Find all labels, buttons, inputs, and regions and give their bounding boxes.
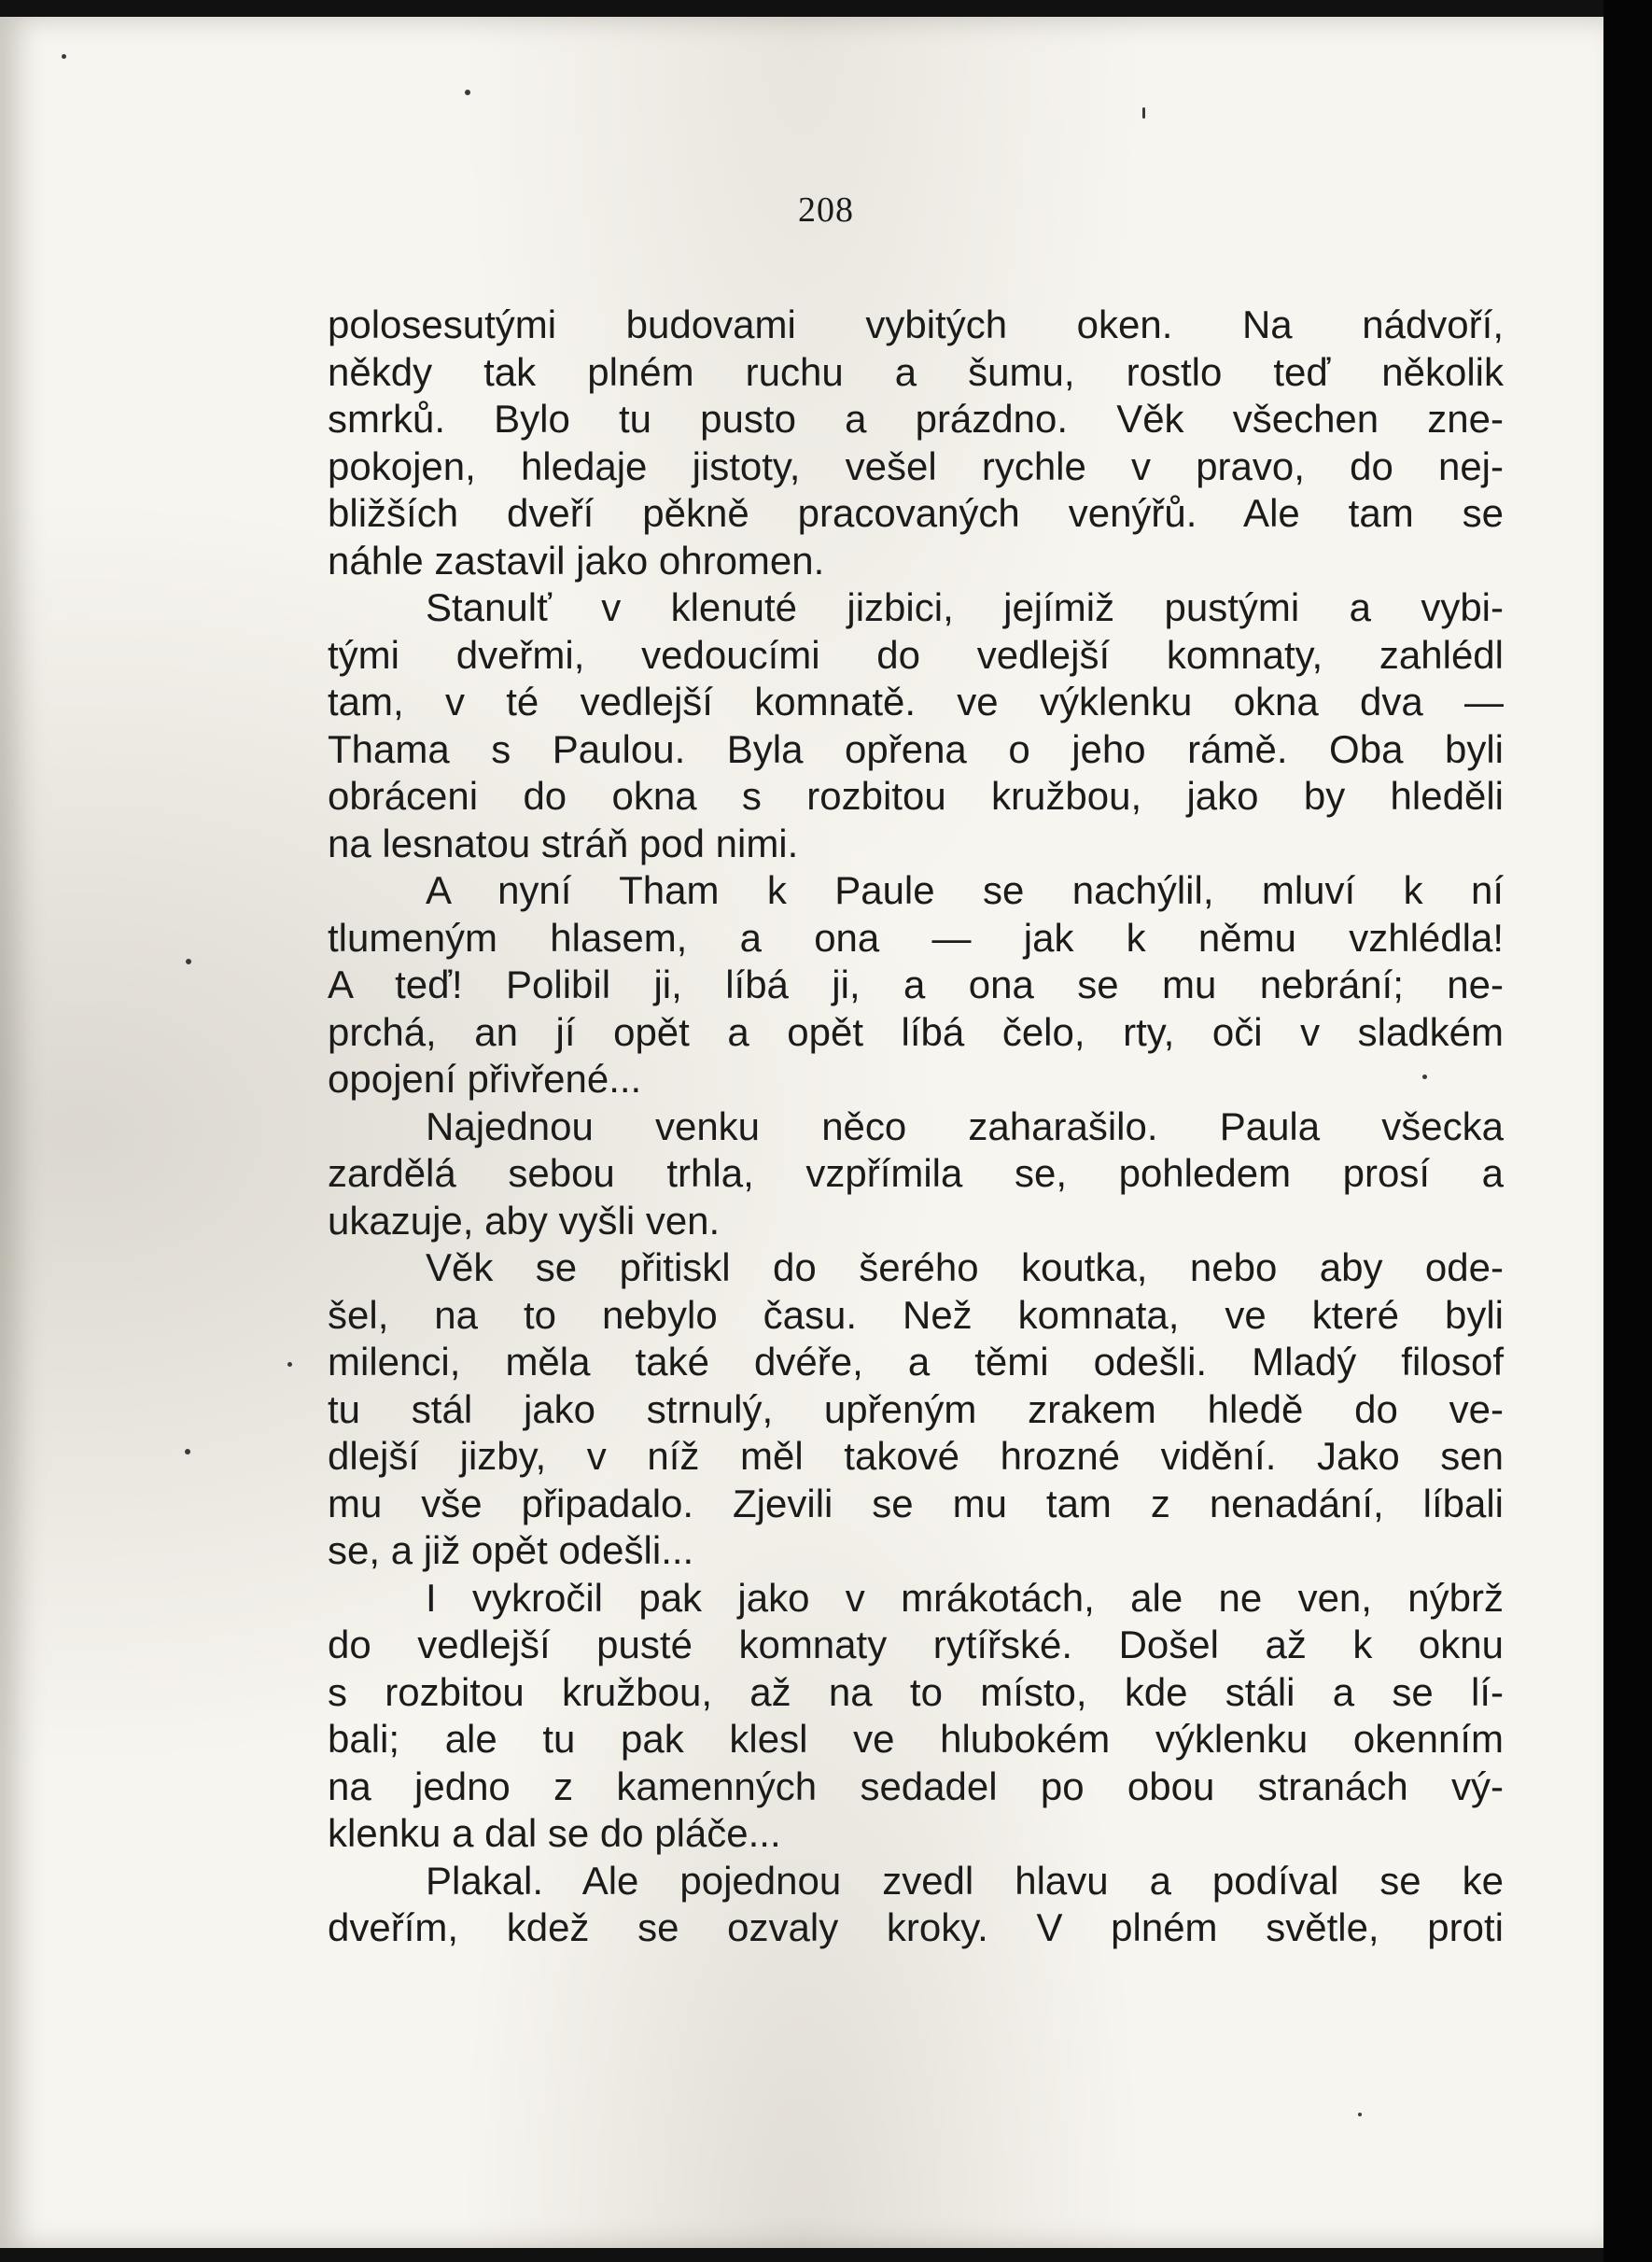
text-line: dveřím, kdež se ozvaly kroky. V plném světle, proti <box>328 1905 1504 1949</box>
text-line: Stanulť v klenuté jizbici, jejímiž pustými a vybi- <box>426 585 1504 629</box>
text-line: polosesutými budovami vybitých oken. Na nádvoří, <box>328 302 1504 346</box>
text-line: bali; ale tu pak klesl ve hlubokém výklenku okenním <box>328 1717 1504 1761</box>
text-line: se, a již opět odešli... <box>328 1528 694 1572</box>
body-text <box>328 302 1504 1952</box>
text-line: prchá, an jí opět a opět líbá čelo, rty, oči v sladkém <box>328 1009 1504 1054</box>
text-line: mu vše připadalo. Zjevili se mu tam z nenadání, líbali <box>328 1481 1504 1525</box>
dust-speck <box>185 1449 190 1454</box>
text-line: na lesnatou stráň pod nimi. <box>328 821 799 865</box>
text-line: dlejší jizby, v níž měl takové hrozné vidění. Jako sen <box>328 1434 1504 1478</box>
text-line: náhle zastavil jako ohromen. <box>328 538 825 583</box>
text-line: šel, na to nebylo času. Než komnata, ve které byli <box>328 1292 1504 1337</box>
dust-speck <box>465 90 470 95</box>
dust-speck <box>287 1362 292 1367</box>
text-line: klenku a dal se do pláče... <box>328 1811 781 1855</box>
text-line: obráceni do okna s rozbitou kružbou, jako by hleděli <box>328 774 1504 818</box>
text-line: s rozbitou kružbou, až na to místo, kde stáli a se lí- <box>328 1669 1504 1714</box>
text-line: Najednou venku něco zaharašilo. Paula všecka <box>426 1103 1504 1148</box>
text-line: do vedlejší pusté komnaty rytířské. Došel až k oknu <box>328 1623 1504 1666</box>
text-line: tými dveřmi, vedoucími do vedlejší komnaty, zahlédl <box>328 632 1504 677</box>
text-line: opojení přivřené... <box>328 1057 642 1101</box>
text-line: bližších dveří pěkně pracovaných venýřů. Ale tam se <box>328 491 1504 535</box>
dust-speck <box>62 54 66 59</box>
dust-speck <box>1358 2113 1362 2116</box>
text-line: Plakal. Ale pojednou zvedl hlavu a podíval se ke <box>426 1858 1504 1903</box>
page-number: 208 <box>798 190 854 230</box>
text-line: A nyní Tham k Paule se nachýlil, mluví k ní <box>426 868 1504 912</box>
dust-speck <box>186 959 191 964</box>
text-line: zardělá sebou trhla, vzpřímila se, pohledem prosí a <box>328 1151 1504 1195</box>
text-line: tlumeným hlasem, a ona — jak k němu vzhlédla! <box>328 915 1504 960</box>
text-line: pokojen, hledaje jistoty, vešel rychle v pravo, do nej- <box>328 443 1504 488</box>
text-line: na jedno z kamenných sedadel po obou stranách vý- <box>328 1763 1504 1808</box>
text-line: smrků. Bylo tu pusto a prázdno. Věk všechen zne- <box>328 397 1504 441</box>
text-line: ukazuje, aby vyšli ven. <box>328 1198 721 1243</box>
text-line: Thama s Paulou. Byla opřena o jeho rámě. Oba byli <box>328 726 1504 771</box>
text-line: Věk se přitiskl do šerého koutka, nebo aby ode- <box>426 1245 1504 1289</box>
text-line: někdy tak plném ruchu a šumu, rostlo teď několik <box>328 349 1504 394</box>
text-line: I vykročil pak jako v mrákotách, ale ne ven, nýbrž <box>426 1575 1504 1620</box>
dust-speck <box>1142 107 1145 119</box>
text-line: tu stál jako strnulý, upřeným zrakem hledě do ve- <box>328 1386 1504 1431</box>
text-line: milenci, měla také dvéře, a těmi odešli. Mladý filosof <box>328 1340 1504 1384</box>
scan-border <box>1603 0 1652 2262</box>
text-line: A teď! Polibil ji, líbá ji, a ona se mu nebrání; ne- <box>328 962 1504 1006</box>
text-line: tam, v té vedlejší komnatě. ve výklenku okna dva — <box>328 680 1504 724</box>
